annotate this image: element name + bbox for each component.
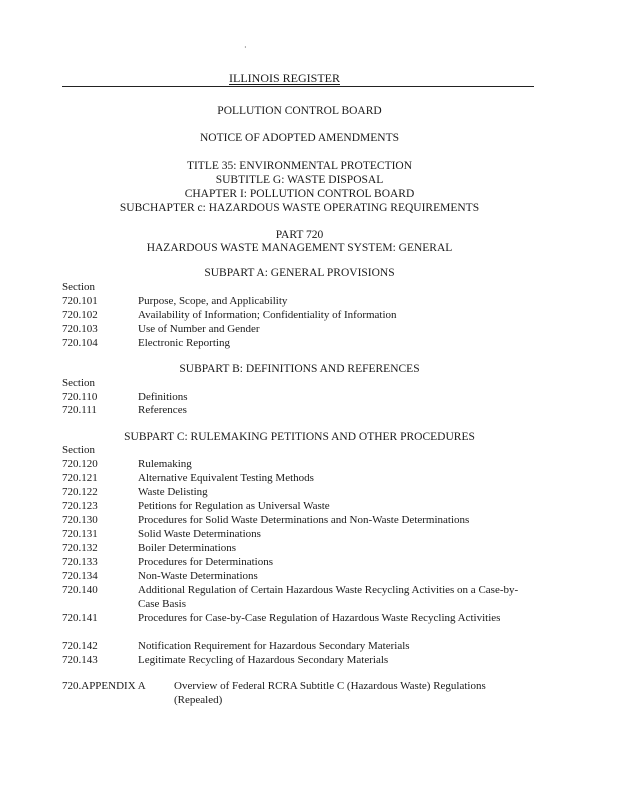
section-title: Petitions for Regulation as Universal Waste [138,500,330,512]
title-line: SUBTITLE G: WASTE DISPOSAL [215,174,384,186]
section-number: 720.130 [62,514,98,526]
section-title: References [138,404,187,416]
section-title: Notification Requirement for Hazardous Secondary Materials [138,640,410,652]
section-title: Solid Waste Determinations [138,528,261,540]
section-number: 720.142 [62,640,98,652]
section-title: Purpose, Scope, and Applicability [138,295,288,307]
title-line: SUBCHAPTER c: HAZARDOUS WASTE OPERATING REQUIREMENTS [119,202,480,214]
section-title: Definitions [138,391,188,403]
appendix-number: 720.APPENDIX A [62,680,146,692]
title-line: TITLE 35: ENVIRONMENTAL PROTECTION [186,160,413,172]
section-title: Waste Delisting [138,486,208,498]
section-number: 720.104 [62,337,98,349]
section-number: 720.110 [62,391,98,403]
section-number: 720.140 [62,584,98,596]
section-title: Procedures for Determinations [138,556,274,568]
scan-speck: · [244,43,247,52]
section-title: Procedures for Case-by-Case Regulation of Hazardous Waste Recycling Activities [138,612,501,624]
subpart-heading: SUBPART B: DEFINITIONS AND REFERENCES [179,363,420,375]
section-title: Rulemaking [138,458,192,470]
section-number: 720.102 [62,309,98,321]
section-number: 720.101 [62,295,98,307]
section-number: 720.111 [62,404,97,416]
section-number: 720.141 [62,612,98,624]
section-number: 720.121 [62,472,98,484]
register-title: ILLINOIS REGISTER [229,71,340,85]
section-label: Section [62,444,95,456]
section-title: Boiler Determinations [138,542,237,554]
appendix-title: Overview of Federal RCRA Subtitle C (Hazardous Waste) Regulations (Repealed) [174,680,486,706]
section-label: Section [62,377,95,389]
subpart-heading: SUBPART C: RULEMAKING PETITIONS AND OTHER PROCEDURES [124,431,475,443]
section-title: Use of Number and Gender [138,323,260,335]
header-rule [62,86,534,87]
register-header [62,71,534,89]
section-number: 720.143 [62,654,98,666]
part-number: PART 720 [275,229,324,241]
section-number: 720.103 [62,323,98,335]
part-title: HAZARDOUS WASTE MANAGEMENT SYSTEM: GENERAL [146,242,453,254]
section-title: Availability of Information; Confidentiality of Information [138,309,397,321]
section-title: Electronic Reporting [138,337,230,349]
section-number: 720.120 [62,458,98,470]
title-line: CHAPTER I: POLLUTION CONTROL BOARD [184,188,415,200]
subpart-heading: SUBPART A: GENERAL PROVISIONS [204,267,395,279]
notice-heading: NOTICE OF ADOPTED AMENDMENTS [199,132,400,144]
section-number: 720.131 [62,528,98,540]
section-number: 720.123 [62,500,98,512]
section-title: Alternative Equivalent Testing Methods [138,472,314,484]
section-title: Additional Regulation of Certain Hazardous Waste Recycling Activities on a Case-by-Case Basis [138,584,519,610]
section-number: 720.134 [62,570,98,582]
section-number: 720.132 [62,542,98,554]
section-number: 720.133 [62,556,98,568]
section-number: 720.122 [62,486,98,498]
section-title: Non-Waste Determinations [138,570,258,582]
board-name: POLLUTION CONTROL BOARD [217,105,382,117]
section-label: Section [62,281,95,293]
section-title: Legitimate Recycling of Hazardous Secondary Materials [138,654,389,666]
section-title: Procedures for Solid Waste Determinations and Non-Waste Determinations [138,514,470,526]
